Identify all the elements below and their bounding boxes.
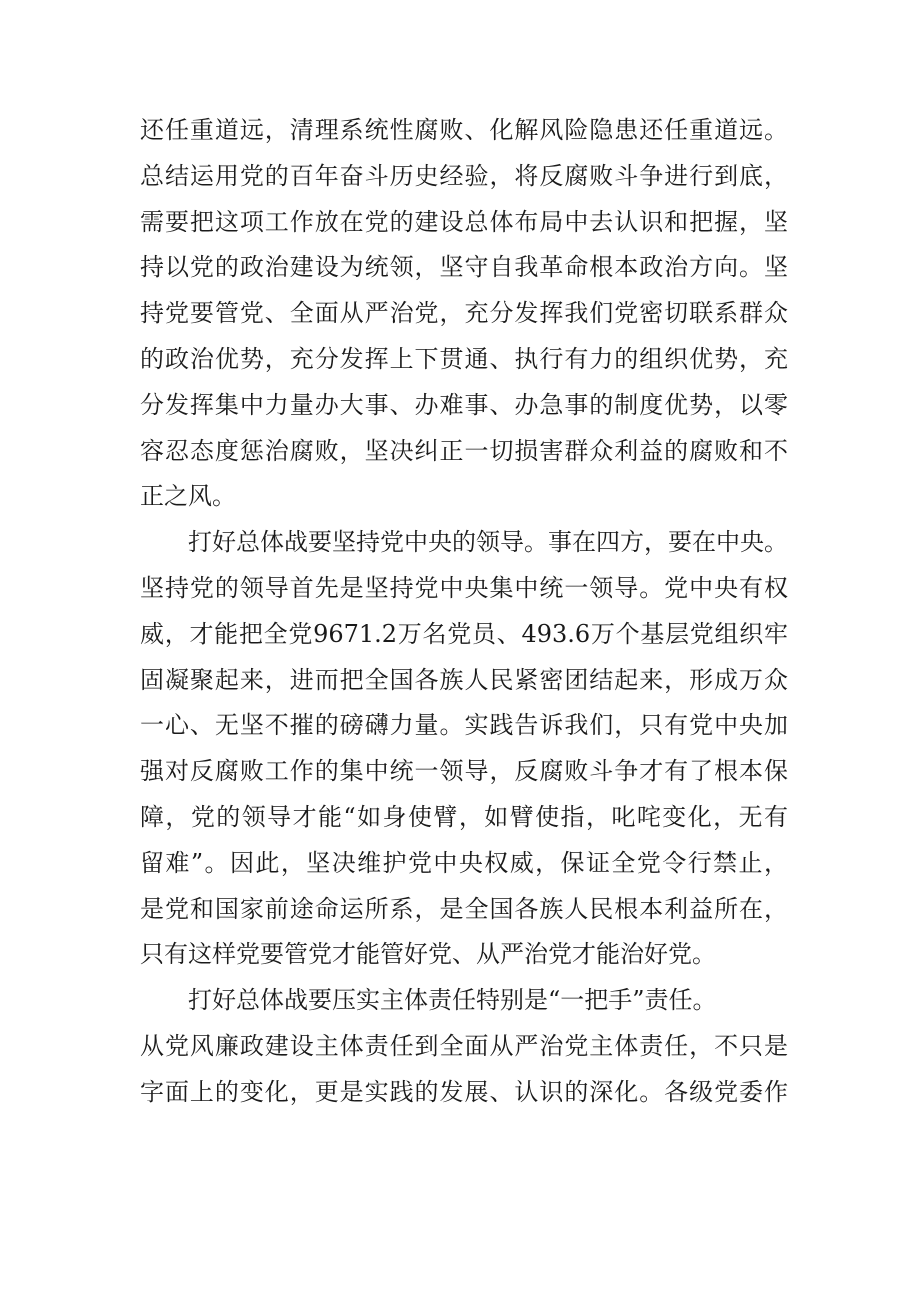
paragraph-first-line: 打好总体战要压实主体责任特别是“一把手”责任。 [188,986,717,1015]
body-text [140,108,788,1116]
text-line: 坚持党的领导首先是坚持党中央集中统一领导。党中央有权 [140,573,788,602]
text-line: 还任重道远，清理系统性腐败、化解风险隐患还任重道远。 [140,116,788,144]
text-line: 一心、无坚不摧的磅礴力量。实践告诉我们，只有党中央加 [140,711,788,740]
text-line: 只有这样党要管党才能管好党、从严治党才能治好党。 [140,940,716,969]
text-line: 总结运用党的百年奋斗历史经验，将反腐败斗争进行到底， [140,161,788,190]
text-line: 需要把这项工作放在党的建设总体布局中去认识和把握，坚 [140,207,788,236]
text-line: 字面上的变化，更是实践的发展、认识的深化。各级党委作 [140,1077,788,1106]
text-line: 强对反腐败工作的集中统一领导，反腐败斗争才有了根本保 [140,757,788,786]
text-line: 留难”。因此，坚决维护党中央权威，保证全党令行禁止， [140,848,788,877]
text-line: 分发挥集中力量办大事、办难事、办急事的制度优势，以零 [140,390,788,419]
text-line: 正之风。 [140,482,236,511]
paragraph-first-line: 打好总体战要坚持党中央的领导。事在四方，要在中央。 [188,528,788,557]
text-line: 的政治优势，充分发挥上下贯通、执行有力的组织优势，充 [140,344,788,373]
text-line: 从党风廉政建设主体责任到全面从严治党主体责任，不只是 [140,1031,788,1060]
text-line: 障，党的领导才能“如身使臂，如臂使指，叱咤变化，无有 [140,802,788,831]
text-line: 持党要管党、全面从严治党，充分发挥我们党密切联系群众 [140,299,788,328]
text-line: 威，才能把全党9671.2万名党员、493.6万个基层党组织牢 [140,619,788,648]
text-line: 持以党的政治建设为统领，坚守自我革命根本政治方向。坚 [140,253,788,282]
text-line: 是党和国家前途命运所系，是全国各族人民根本利益所在， [140,894,788,923]
text-line: 容忍态度惩治腐败，坚决纠正一切损害群众利益的腐败和不 [140,436,788,465]
text-line: 固凝聚起来，进而把全国各族人民紧密团结起来，形成万众 [140,665,788,694]
